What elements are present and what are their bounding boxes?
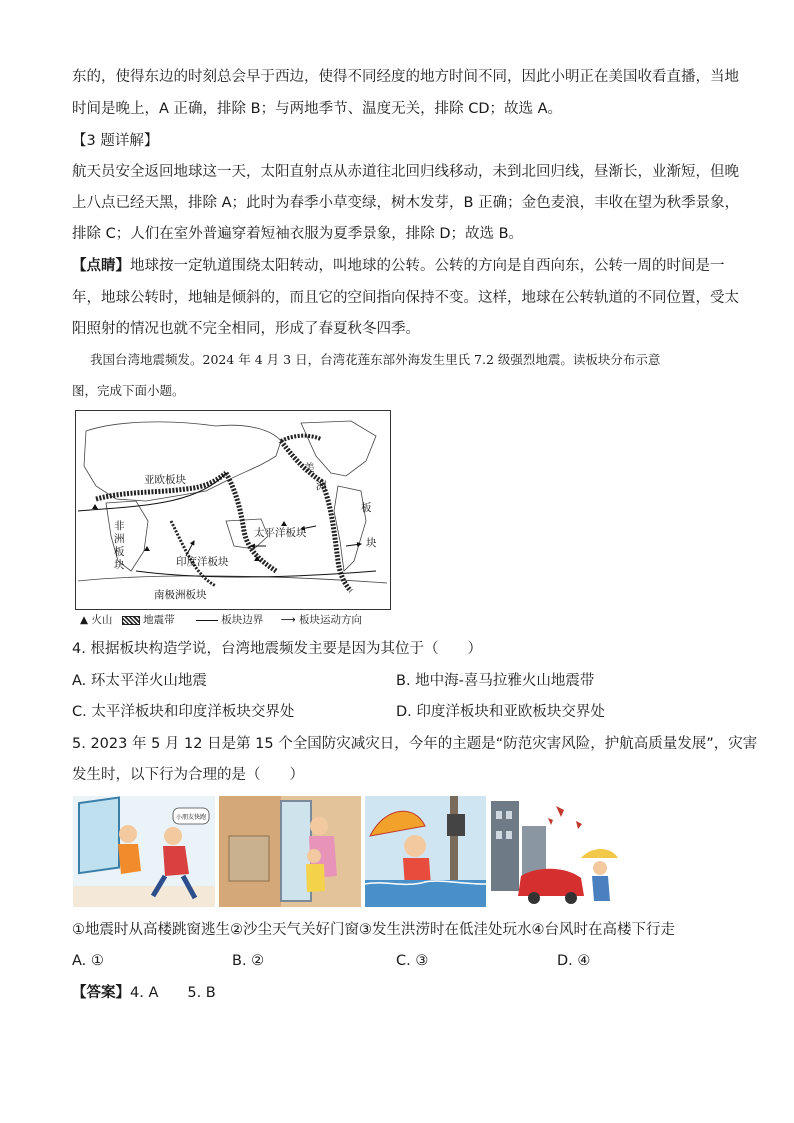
legend-volcano: 火山 [91, 614, 113, 626]
arrow-icon: ⟶ [280, 614, 296, 626]
picture-caption: ①地震时从高楼跳窗逃生②沙尘天气关好门窗③发生洪涝时在低洼处玩水④台风时在高楼下行走 [72, 922, 675, 938]
question-intro: 我国台湾地震频发。2024 年 4 月 3 日，台湾花莲东部外海发生里氏 7.2 级强烈地震。读板块分布示意 [90, 352, 661, 367]
question-5-stem: 5. 2023 年 5 月 12 日是第 15 个全国防灾减灾日，今年的主题是“防范灾害风险，护航高质量发展”，灾害 [72, 736, 758, 752]
legend-quake-belt: 地震带 [143, 614, 175, 626]
question-5-stem: 发生时，以下行为合理的是（ ） [72, 767, 304, 783]
q5-option-a[interactable]: A. ① [72, 953, 104, 969]
explanation-line: 上八点已经天黑，排除 A；此时为春季小草变绿，树木发芽，B 正确；金色麦浪，丰收在望为秋季景象， [72, 195, 740, 211]
map-legend [80, 612, 362, 628]
q4-option-b[interactable]: B. 地中海-喜马拉雅火山地震带 [396, 673, 595, 689]
quake-belt-icon [122, 616, 140, 625]
question-intro: 图，完成下面小题。 [72, 383, 185, 398]
picture-close-window-dust [219, 796, 361, 907]
q4-option-c[interactable]: C. 太平洋板块和印度洋板块交界处 [72, 704, 295, 720]
tip-text: 地球按一定轨道围绕太阳转动，叫地球的公转。公转的方向是自西向东，公转一周的时间是一 [130, 258, 725, 274]
explanation-line: 排除 C；人们在室外普遍穿着短袖衣服为夏季景象，排除 D；故选 B。 [72, 226, 524, 242]
plate-map-graphic [76, 411, 389, 608]
picture-jump-window [73, 796, 215, 907]
answer-label: 【答案】 [72, 985, 130, 1001]
svg-text:块: 块 [114, 559, 125, 571]
answer-line [72, 983, 216, 1003]
svg-text:洲: 洲 [316, 480, 327, 492]
boundary-line-icon [196, 620, 218, 621]
explanation-line: 东的，使得东边的时刻总会早于西边，使得不同经度的地方时间不同，因此小明正在美国收看直播，当地 [72, 69, 739, 85]
volcano-icon: ▲ [80, 614, 89, 626]
explanation-line: 时间是晚上，A 正确，排除 B；与两地季节、温度无关，排除 CD；故选 A。 [72, 101, 563, 117]
answer-text: 4. A 5. B [130, 985, 216, 1001]
tip-line: 年，地球公转时，地轴是倾斜的，而且它的空间指向保持不变。这样，地球在公转轨道的不同位置，受太 [72, 290, 739, 306]
label-eurasian-plate: 亚欧板块 [144, 474, 186, 486]
svg-text:块: 块 [366, 537, 377, 549]
pic1-sign-text: 小朋友快跑 [176, 814, 207, 821]
plate-map [75, 410, 391, 610]
legend-boundary: 板块边界 [221, 614, 264, 626]
q4-option-d[interactable]: D. 印度洋板块和亚欧板块交界处 [396, 704, 605, 720]
q5-option-b[interactable]: B. ② [232, 953, 265, 969]
q5-option-c[interactable]: C. ③ [396, 953, 429, 969]
tip-line [72, 256, 725, 276]
legend-direction: 板块运动方向 [299, 614, 363, 626]
svg-text:洲: 洲 [114, 533, 125, 545]
explanation-line: 航天员安全返回地球这一天，太阳直射点从赤道往北回归线移动，未到北回归线，昼渐长，业渐短，但晚 [72, 164, 739, 180]
label-pacific-plate: 太平洋板块 [254, 527, 307, 539]
question-4-stem: 4. 根据板块构造学说，台湾地震频发主要是因为其位于（ ） [72, 641, 482, 657]
q5-option-d[interactable]: D. ④ [557, 953, 591, 969]
tip-label: 【点睛】 [72, 258, 130, 274]
svg-text:板: 板 [114, 546, 125, 558]
svg-text:非: 非 [114, 520, 125, 532]
svg-text:美: 美 [304, 462, 315, 474]
label-antarctic-plate: 南极洲板块 [154, 589, 207, 601]
section-heading: 【3 题详解】 [72, 133, 159, 149]
svg-text:板: 板 [361, 502, 372, 514]
tip-line: 阳照射的情况也就不完全相同，形成了春夏秋冬四季。 [72, 321, 420, 337]
label-indian-ocean-plate: 印度洋板块 [176, 556, 229, 568]
q4-option-a[interactable]: A. 环太平洋火山地震 [72, 673, 207, 689]
picture-typhoon-walk [486, 796, 628, 907]
